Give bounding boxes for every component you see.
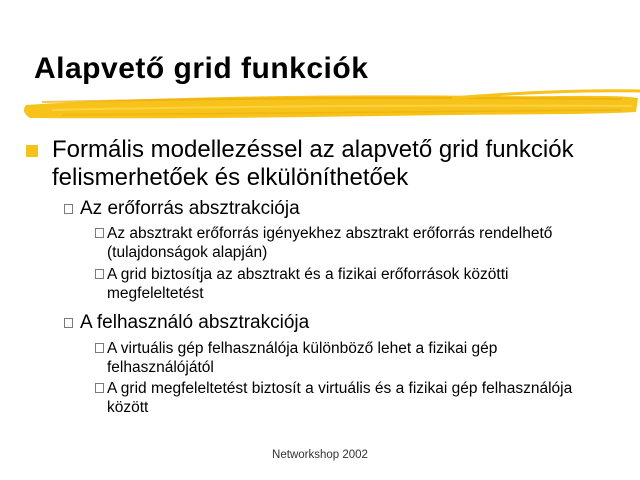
- slide-footer: Networkshop 2002: [272, 449, 368, 461]
- level3-box-bullet-icon: [95, 383, 104, 393]
- resource-item-2: A grid biztosítja az absztrakt és a fizikai erőforrások közötti megfeleltetést: [107, 266, 509, 302]
- user-item-2: A grid megfeleltetést biztosít a virtuális és a fizikai gép felhasználója között: [107, 380, 573, 416]
- level3-box-bullet-icon: [95, 228, 104, 238]
- level3-box-bullet-icon: [95, 269, 104, 279]
- section-heading-resource: Az erőforrás absztrakciója: [80, 198, 300, 219]
- main-bullet-text: Formális modellezéssel az alapvető grid funkciók felismerhetőek és elkülöníthetőek: [52, 136, 574, 191]
- section-heading-user: A felhasználó absztrakciója: [80, 312, 310, 333]
- level2-box-bullet-icon: [64, 204, 73, 214]
- slide-title: Alapvető grid funkciók: [34, 52, 369, 85]
- level2-box-bullet-icon: [64, 318, 73, 328]
- level1-square-bullet-icon: [26, 145, 38, 157]
- level3-box-bullet-icon: [95, 343, 104, 353]
- user-item-1: A virtuális gép felhasználója különböző lehet a fizikai gép felhasználójától: [107, 340, 498, 376]
- title-underline-brush-stroke: [22, 88, 640, 124]
- resource-item-1: Az absztrakt erőforrás igényekhez absztrakt erőforrás rendelhető (tulajdonságok alapján): [107, 225, 553, 261]
